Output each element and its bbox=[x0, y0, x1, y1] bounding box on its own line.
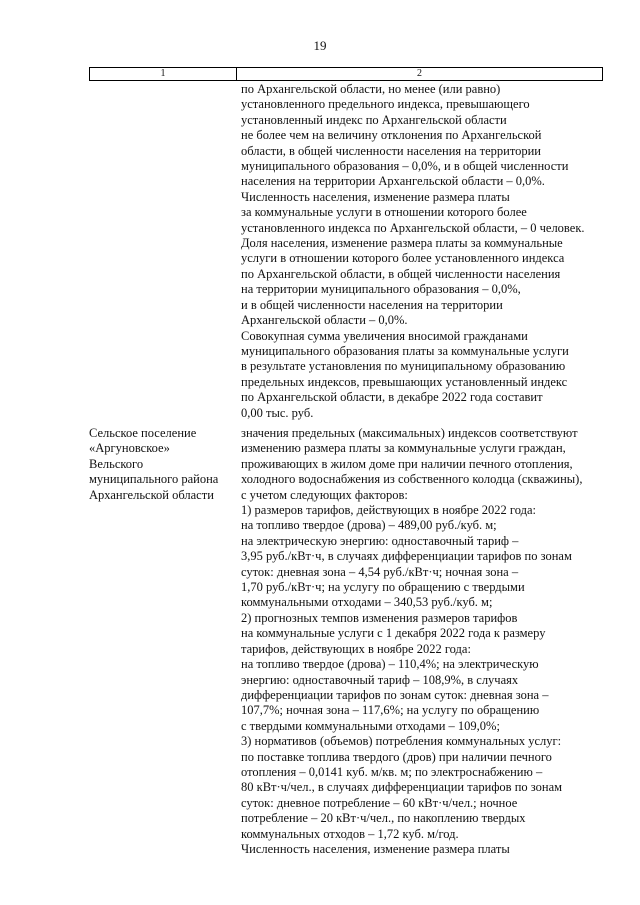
municipality-line: Архангельской области bbox=[89, 487, 214, 502]
text-line: 0,00 тыс. руб. bbox=[241, 405, 314, 420]
text-line: установленный индекс по Архангельской области bbox=[241, 112, 507, 127]
text-line: энергию: одноставочный тариф – 108,9%, в случаях bbox=[241, 672, 519, 687]
text-line: 107,7%; ночная зона – 117,6%; на услугу по обращению bbox=[241, 703, 540, 718]
text-line: Доля населения, изменение размера платы за коммунальные bbox=[241, 236, 563, 251]
text-line: на коммунальные услуги с 1 декабря 2022 года к размеру bbox=[241, 626, 546, 641]
municipality-line: Сельское поселение bbox=[89, 426, 197, 440]
municipality-line: Вельского bbox=[89, 456, 144, 471]
text-line: на электрическую энергию: одноставочный тариф – bbox=[241, 533, 519, 548]
text-line: значения предельных (максимальных) индексов соответствуют bbox=[241, 426, 578, 440]
text-line: муниципального образования платы за коммунальные услуги bbox=[241, 343, 569, 358]
text-line: населения на территории Архангельской области – 0,0%. bbox=[241, 174, 545, 189]
text-line: по поставке топлива твердого (дров) при наличии печного bbox=[241, 749, 552, 764]
text-line: установленного индекса по Архангельской области, – 0 человек. bbox=[241, 220, 585, 235]
municipality-name bbox=[89, 426, 237, 503]
table-header-col-2: 2 bbox=[417, 68, 422, 79]
tariff-index-text-block bbox=[241, 426, 611, 857]
text-line: отопления – 0,0141 куб. м/кв. м; по электроснабжению – bbox=[241, 764, 543, 779]
municipality-line: муниципального района bbox=[89, 472, 219, 487]
text-line: услуги в отношении которого более установленного индекса bbox=[241, 251, 565, 266]
text-line: суток: дневное потребление – 60 кВт·ч/чел.; ночное bbox=[241, 795, 518, 810]
text-line: 3,95 руб./кВт·ч, в случаях дифференциации тарифов по зонам bbox=[241, 549, 572, 564]
text-line: по Архангельской области, в общей численности населения bbox=[241, 266, 561, 281]
text-line: Численность населения, изменение размера платы bbox=[241, 841, 510, 856]
page-number: 19 bbox=[313, 38, 327, 53]
text-line: с твердыми коммунальными отходами – 109,0%; bbox=[241, 718, 500, 733]
text-line: в результате установления по муниципальному образованию bbox=[241, 359, 566, 374]
table-header-row bbox=[89, 67, 603, 81]
text-line: по Архангельской области, но менее (или равно) bbox=[241, 82, 501, 96]
text-line: с учетом следующих факторов: bbox=[241, 487, 408, 502]
municipality-line: «Аргуновское» bbox=[89, 441, 170, 456]
text-line: 1) размеров тарифов, действующих в ноябре 2022 года: bbox=[241, 503, 537, 518]
text-line: 80 кВт·ч/чел., в случаях дифференциации тарифов по зонам bbox=[241, 780, 563, 795]
text-line: тарифов, действующих в ноябре 2022 года: bbox=[241, 641, 471, 656]
text-line: Численность населения, изменение размера платы bbox=[241, 189, 510, 204]
text-line: коммунальных отходов – 1,72 куб. м/год. bbox=[241, 826, 459, 841]
text-line: и в общей численности населения на территории bbox=[241, 297, 503, 312]
text-line: 3) нормативов (объемов) потребления коммунальных услуг: bbox=[241, 734, 562, 749]
text-line: проживающих в жилом доме при наличии печного отопления, bbox=[241, 456, 573, 471]
text-line: на территории муниципального образования – 0,0%, bbox=[241, 282, 521, 297]
text-line: предельных индексов, превышающих установленный индекс bbox=[241, 374, 568, 389]
text-line: холодного водоснабжения из собственного колодца (скважины), bbox=[241, 472, 583, 487]
text-line: области, в общей численности населения на территории bbox=[241, 143, 541, 158]
continued-text-block bbox=[241, 82, 611, 421]
text-line: дифференциации тарифов по зонам суток: дневная зона – bbox=[241, 687, 549, 702]
text-line: потребление – 20 кВт·ч/чел., по накоплению твердых bbox=[241, 811, 526, 826]
text-line: 2) прогнозных темпов изменения размеров тарифов bbox=[241, 610, 518, 625]
text-line: установленного предельного индекса, превышающего bbox=[241, 97, 530, 112]
text-line: не более чем на величину отклонения по Архангельской bbox=[241, 128, 542, 143]
text-line: Совокупная сумма увеличения вносимой гражданами bbox=[241, 328, 528, 343]
text-line: на топливо твердое (дрова) – 489,00 руб./куб. м; bbox=[241, 518, 497, 533]
text-line: изменению размера платы за коммунальные услуги граждан, bbox=[241, 441, 566, 456]
text-line: за коммунальные услуги в отношении которого более bbox=[241, 205, 527, 220]
text-line: коммунальными отходами – 340,53 руб./куб. м; bbox=[241, 595, 493, 610]
text-line: суток: дневная зона – 4,54 руб./кВт·ч; ночная зона – bbox=[241, 564, 519, 579]
text-line: 1,70 руб./кВт·ч; на услугу по обращению с твердыми bbox=[241, 580, 525, 595]
table-header-col-1: 1 bbox=[90, 68, 237, 80]
text-line: по Архангельской области, в декабре 2022 года составит bbox=[241, 390, 543, 405]
text-line: Архангельской области – 0,0%. bbox=[241, 313, 408, 328]
text-line: муниципального образования – 0,0%, и в общей численности bbox=[241, 159, 569, 174]
text-line: на топливо твердое (дрова) – 110,4%; на электрическую bbox=[241, 657, 539, 672]
